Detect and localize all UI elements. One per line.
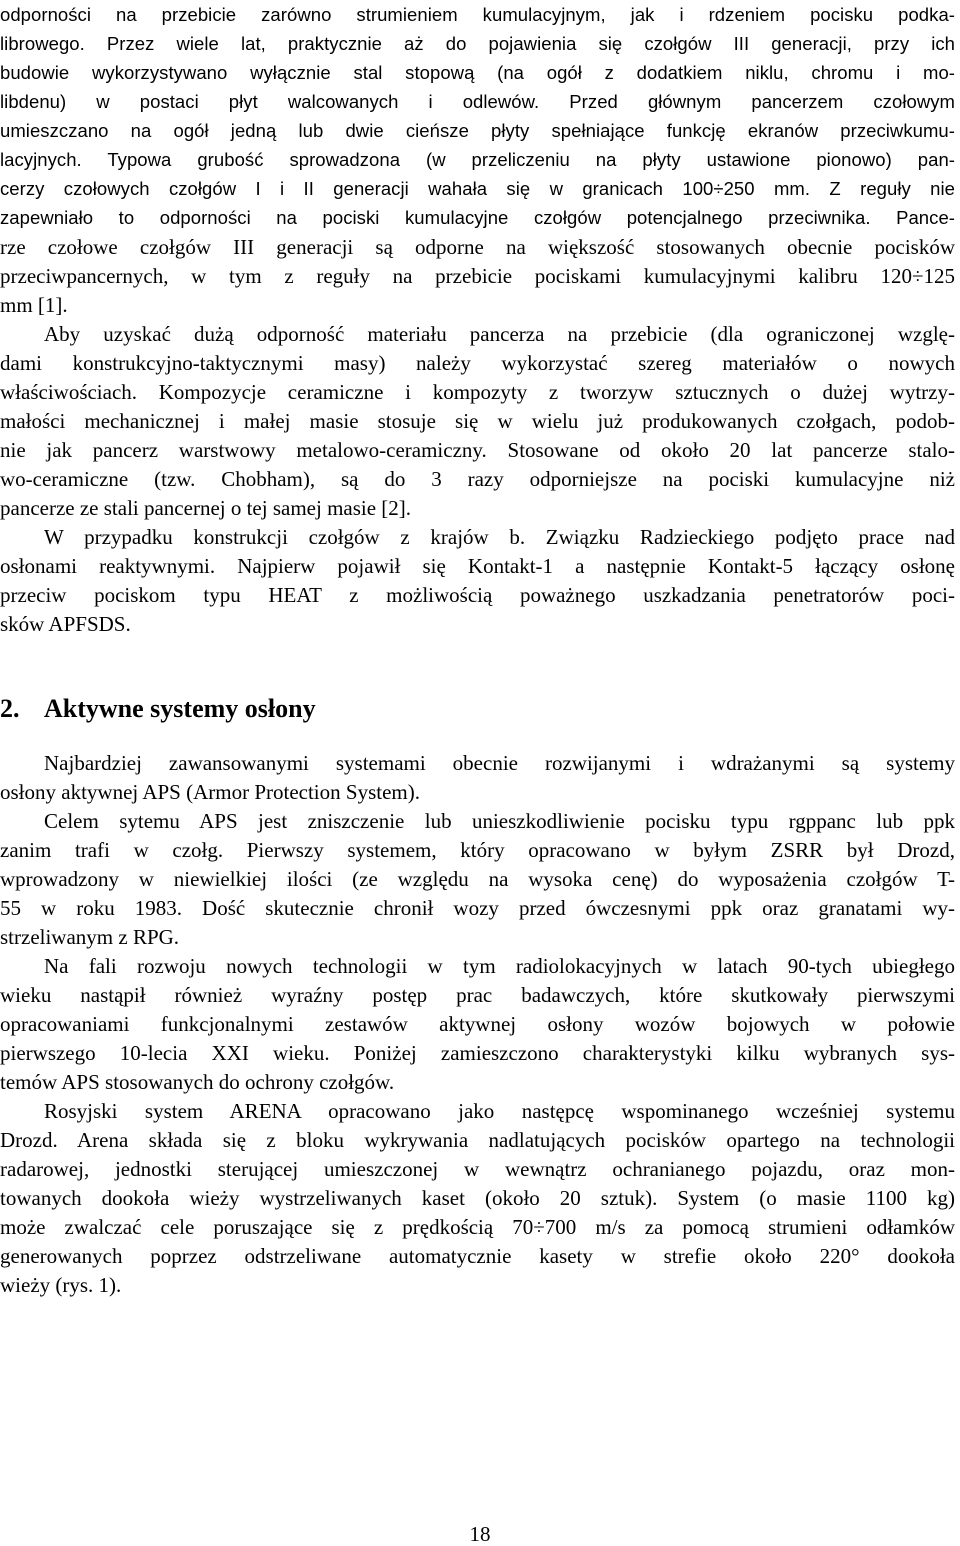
paragraph-line: Na fali rozwoju nowych technologii w tym radiolokacyjnych w latach 90-tych ubiegłego xyxy=(44,954,955,978)
paragraph-line: radarowej, jednostki sterującej umieszczonej w wewnątrz ochranianego pojazdu, oraz mon- xyxy=(0,1157,955,1181)
paragraph-line: przeciwpancernych, w tym z reguły na przebicie pociskami kumulacyjnymi kalibru 120÷125 xyxy=(0,264,955,288)
paragraph-line: Rosyjski system ARENA opracowano jako następcę wspominanego wcześniej systemu xyxy=(44,1099,955,1123)
paragraph-line: opracowaniami funkcjonalnymi zestawów aktywnej osłony wozów bojowych w połowie xyxy=(0,1012,955,1036)
paragraph-line: nie jak pancerz warstwowy metalowo-ceramiczny. Stosowane od około 20 lat pancerze stalo- xyxy=(0,438,955,462)
section-title: Aktywne systemy osłony xyxy=(44,694,316,723)
paragraph-line: lacyjnych. Typowa grubość sprowadzona (w przeliczeniu na płyty ustawione pionowo) pan- xyxy=(0,149,955,170)
paragraph-line: temów APS stosowanych do ochrony czołgów. xyxy=(0,1070,395,1094)
paragraph-line: wprowadzony w niewielkiej ilości (ze względu na wysoka cenę) do wyposażenia czołgów T- xyxy=(0,867,955,891)
paragraph-line: wieku nastąpił również wyraźny postęp prac badawczych, które skutkowały pierwszymi xyxy=(0,983,955,1007)
page-number: 18 xyxy=(469,1522,491,1546)
section-heading xyxy=(0,693,316,725)
paragraph-line: zapewniało to odporności na pociski kumulacyjne czołgów potencjalnego przeciwnika. Pance- xyxy=(0,207,955,228)
paragraph-line: strzeliwanym z RPG. xyxy=(0,925,180,949)
paragraph-line: Najbardziej zawansowanymi systemami obecnie rozwijanymi i wdrażanymi są systemy xyxy=(44,751,955,775)
paragraph-line: towanych dookoła wieży wystrzeliwanych kaset (około 20 sztuk). System (o masie 1100 kg) xyxy=(0,1186,955,1210)
paragraph-line: zanim trafi w czołg. Pierwszy systemem, który opracowano w byłym ZSRR był Drozd, xyxy=(0,838,955,862)
section-number: 2. xyxy=(0,694,20,723)
paragraph-line: przeciw pociskom typu HEAT z możliwością poważnego uszkadzania penetratorów poci- xyxy=(0,583,955,607)
paragraph-line: Aby uzyskać dużą odporność materiału pancerza na przebicie (dla ograniczonej wzglę- xyxy=(44,322,955,346)
paragraph-line: 55 w roku 1983. Dość skutecznie chronił wozy przed ówczesnymi ppk oraz granatami wy- xyxy=(0,896,955,920)
paragraph-line: może zwalczać cele poruszające się z prędkością 70÷700 m/s za pomocą strumieni odłamków xyxy=(0,1215,955,1239)
paragraph-line: Drozd. Arena składa się z bloku wykrywania nadlatujących pocisków opartego na technologii xyxy=(0,1128,955,1152)
paragraph-line: cerzy czołowych czołgów I i II generacji wahała się w granicach 100÷250 mm. Z reguły nie xyxy=(0,178,955,199)
paragraph-line: odporności na przebicie zarówno strumieniem kumulacyjnym, jak i rdzeniem pocisku podka- xyxy=(0,4,955,25)
paragraph-line: właściwościach. Kompozycje ceramiczne i kompozyty z tworzyw sztucznych o dużej wytrzy- xyxy=(0,380,955,404)
paragraph-line: generowanych poprzez odstrzeliwane automatycznie kasety w strefie około 220° dookoła xyxy=(0,1244,955,1268)
paragraph-line: W przypadku konstrukcji czołgów z krajów b. Związku Radzieckiego podjęto prace nad xyxy=(44,525,955,549)
paragraph-line: budowie wykorzystywano wyłącznie stal stopową (na ogół z dodatkiem niklu, chromu i mo- xyxy=(0,62,955,83)
paragraph-line: osłony aktywnej APS (Armor Protection System). xyxy=(0,780,420,804)
paragraph-line: libdenu) w postaci płyt walcowanych i odlewów. Przed głównym pancerzem czołowym xyxy=(0,91,955,112)
paragraph-line: mm [1]. xyxy=(0,293,68,317)
paragraph-line: sków APFSDS. xyxy=(0,612,131,636)
paragraph-line: umieszczano na ogół jedną lub dwie cieńsze płyty spełniające funkcję ekranów przeciwkumu- xyxy=(0,120,955,141)
paragraph-line: małości mechanicznej i małej masie stosuje się w wielu już produkowanych czołgach, podob- xyxy=(0,409,955,433)
paragraph-line: librowego. Przez wiele lat, praktycznie aż do pojawienia się czołgów III generacji, przy ich xyxy=(0,33,955,54)
paragraph-line: wieży (rys. 1). xyxy=(0,1273,122,1297)
paragraph-line: wo-ceramiczne (tzw. Chobham), są do 3 razy odporniejsze na pociski kumulacyjne niż xyxy=(0,467,955,491)
paragraph-line: dami konstrukcyjno-taktycznymi masy) należy wykorzystać szereg materiałów o nowych xyxy=(0,351,955,375)
paragraph-line: pierwszego 10-lecia XXI wieku. Poniżej zamieszczono charakterystyki kilku wybranych sys- xyxy=(0,1041,955,1065)
paragraph-line: osłonami reaktywnymi. Najpierw pojawił się Kontakt-1 a następnie Kontakt-5 łączący osłonę xyxy=(0,554,955,578)
paragraph-line: Celem sytemu APS jest zniszczenie lub unieszkodliwienie pocisku typu rgppanc lub ppk xyxy=(44,809,955,833)
paragraph-line: rze czołowe czołgów III generacji są odporne na większość stosowanych obecnie pocisków xyxy=(0,235,955,259)
paragraph-line: pancerze ze stali pancernej o tej samej masie [2]. xyxy=(0,496,412,520)
